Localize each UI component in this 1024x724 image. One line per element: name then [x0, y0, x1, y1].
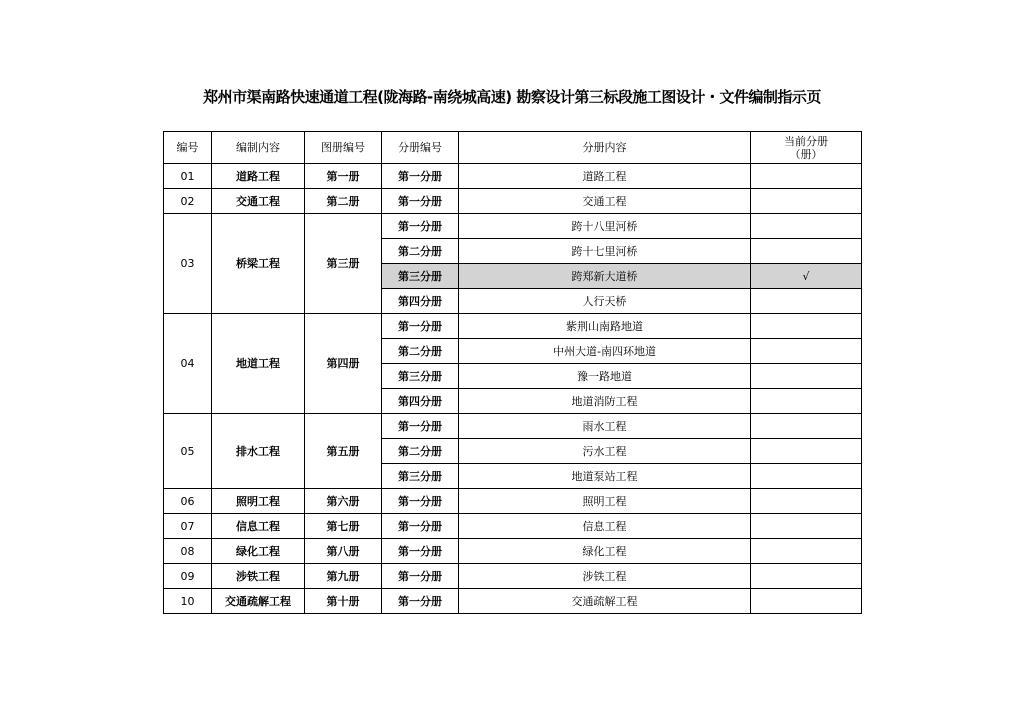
row-content: 涉铁工程	[212, 564, 305, 589]
header-sub-no: 分册编号	[382, 132, 459, 164]
row-content: 道路工程	[212, 164, 305, 189]
row-sub-content: 雨水工程	[459, 414, 751, 439]
row-sub-no: 第四分册	[382, 289, 459, 314]
table-row	[164, 189, 862, 214]
row-current-mark	[751, 514, 862, 539]
row-sub-no: 第一分册	[382, 589, 459, 614]
row-number: 05	[164, 414, 212, 489]
row-current-mark	[751, 164, 862, 189]
row-current-mark	[751, 564, 862, 589]
header-current	[751, 132, 862, 164]
row-current-mark	[751, 214, 862, 239]
header-current-line2: （册）	[789, 147, 823, 161]
row-sub-content: 绿化工程	[459, 539, 751, 564]
table-row	[164, 164, 862, 189]
row-current-mark	[751, 464, 862, 489]
row-content: 交通疏解工程	[212, 589, 305, 614]
row-volume-no: 第六册	[305, 489, 382, 514]
row-sub-content: 地道消防工程	[459, 389, 751, 414]
table-row	[164, 314, 862, 339]
row-sub-content: 紫荆山南路地道	[459, 314, 751, 339]
row-sub-content: 照明工程	[459, 489, 751, 514]
row-current-mark	[751, 414, 862, 439]
header-volume-no: 图册编号	[305, 132, 382, 164]
row-current-mark	[751, 364, 862, 389]
row-sub-no: 第三分册	[382, 364, 459, 389]
row-volume-no: 第七册	[305, 514, 382, 539]
row-number: 08	[164, 539, 212, 564]
row-sub-no: 第一分册	[382, 564, 459, 589]
header-content: 编制内容	[212, 132, 305, 164]
row-sub-content: 涉铁工程	[459, 564, 751, 589]
row-number: 04	[164, 314, 212, 414]
row-sub-no: 第一分册	[382, 314, 459, 339]
row-current-mark	[751, 289, 862, 314]
table-body	[164, 164, 862, 614]
row-content: 交通工程	[212, 189, 305, 214]
table-row	[164, 414, 862, 439]
page-title: 郑州市渠南路快速通道工程(陇海路-南绕城高速) 勘察设计第三标段施工图设计・文件编制指示页	[203, 88, 821, 106]
row-volume-no: 第十册	[305, 589, 382, 614]
row-current-mark: √	[751, 264, 862, 289]
row-number: 03	[164, 214, 212, 314]
row-sub-no: 第一分册	[382, 414, 459, 439]
row-sub-content: 跨十七里河桥	[459, 239, 751, 264]
row-volume-no: 第一册	[305, 164, 382, 189]
row-content: 信息工程	[212, 514, 305, 539]
row-sub-no: 第一分册	[382, 514, 459, 539]
table-row	[164, 214, 862, 239]
row-sub-no: 第四分册	[382, 389, 459, 414]
row-sub-content: 交通工程	[459, 189, 751, 214]
row-number: 02	[164, 189, 212, 214]
row-sub-content: 中州大道-南四环地道	[459, 339, 751, 364]
row-volume-no: 第三册	[305, 214, 382, 314]
row-current-mark	[751, 489, 862, 514]
row-current-mark	[751, 189, 862, 214]
row-sub-no: 第一分册	[382, 164, 459, 189]
row-content: 排水工程	[212, 414, 305, 489]
row-sub-content: 信息工程	[459, 514, 751, 539]
row-sub-content: 地道泵站工程	[459, 464, 751, 489]
row-sub-content: 污水工程	[459, 439, 751, 464]
row-content: 桥梁工程	[212, 214, 305, 314]
row-sub-content: 人行天桥	[459, 289, 751, 314]
row-sub-no: 第一分册	[382, 214, 459, 239]
header-number: 编号	[164, 132, 212, 164]
row-number: 06	[164, 489, 212, 514]
table-row	[164, 589, 862, 614]
table-row	[164, 514, 862, 539]
row-current-mark	[751, 389, 862, 414]
row-sub-content: 交通疏解工程	[459, 589, 751, 614]
table-row	[164, 489, 862, 514]
row-sub-content: 跨十八里河桥	[459, 214, 751, 239]
row-number: 10	[164, 589, 212, 614]
table-header-row	[164, 132, 862, 164]
row-volume-no: 第五册	[305, 414, 382, 489]
row-number: 07	[164, 514, 212, 539]
row-sub-no: 第一分册	[382, 489, 459, 514]
row-sub-content: 道路工程	[459, 164, 751, 189]
table-row	[164, 539, 862, 564]
row-current-mark	[751, 239, 862, 264]
document-index-table	[163, 131, 862, 614]
row-current-mark	[751, 439, 862, 464]
table-row	[164, 564, 862, 589]
row-sub-content: 豫一路地道	[459, 364, 751, 389]
row-current-mark	[751, 339, 862, 364]
row-sub-no: 第一分册	[382, 189, 459, 214]
row-number: 09	[164, 564, 212, 589]
row-sub-no: 第二分册	[382, 439, 459, 464]
row-volume-no: 第四册	[305, 314, 382, 414]
header-sub-content: 分册内容	[459, 132, 751, 164]
row-content: 绿化工程	[212, 539, 305, 564]
row-sub-no: 第二分册	[382, 239, 459, 264]
row-current-mark	[751, 539, 862, 564]
row-volume-no: 第八册	[305, 539, 382, 564]
row-volume-no: 第二册	[305, 189, 382, 214]
row-sub-no: 第三分册	[382, 464, 459, 489]
row-volume-no: 第九册	[305, 564, 382, 589]
row-sub-no: 第二分册	[382, 339, 459, 364]
row-number: 01	[164, 164, 212, 189]
row-content: 照明工程	[212, 489, 305, 514]
row-current-mark	[751, 314, 862, 339]
row-current-mark	[751, 589, 862, 614]
row-sub-content: 跨郑新大道桥	[459, 264, 751, 289]
header-current-line1: 当前分册	[784, 134, 828, 148]
row-sub-no: 第三分册	[382, 264, 459, 289]
row-content: 地道工程	[212, 314, 305, 414]
row-sub-no: 第一分册	[382, 539, 459, 564]
